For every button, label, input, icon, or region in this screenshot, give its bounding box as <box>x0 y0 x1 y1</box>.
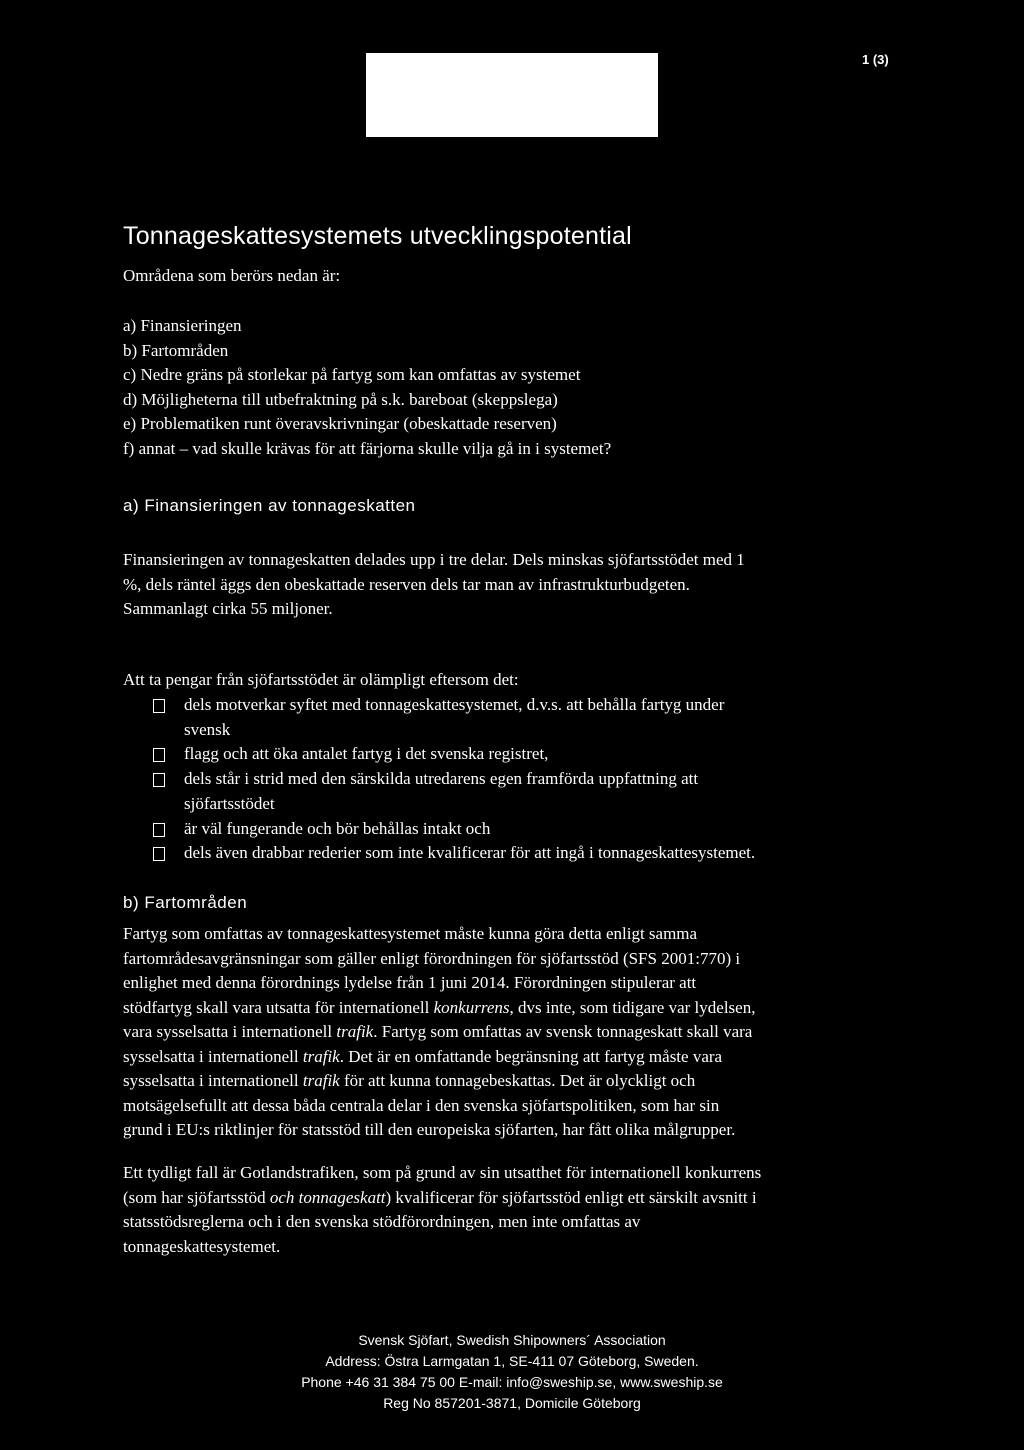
bullet-lead-in: Att ta pengar från sjöfartsstödet är olämpligt eftersom det: <box>123 670 519 689</box>
bullet-box-icon <box>153 823 165 837</box>
text-run: grund i EU:s riktlinjer för statsstöd till den europeiska sjöfarten, har fått olika målgrupper. <box>123 1120 736 1139</box>
financing-paragraph <box>123 548 903 622</box>
topic-item: d) Möjligheterna till utbefraktning på s.k. bareboat (skeppslega) <box>123 389 558 409</box>
gotland-paragraph <box>123 1161 903 1259</box>
text-run: Ett tydligt fall är Gotlandstrafiken, som på grund av sin utsatthet för internationell konkurrens <box>123 1163 762 1182</box>
paragraph-line <box>123 1161 903 1186</box>
bullet-line <box>123 817 903 842</box>
text-run: statsstödsreglerna och i den svenska stödförordningen, men inte omfattas av <box>123 1212 641 1231</box>
bullet-line <box>123 742 903 767</box>
bullet-box-icon <box>153 748 165 762</box>
italic-text: trafik <box>302 1046 340 1066</box>
topic-item: b) Fartområden <box>123 340 229 360</box>
text-run: , dvs inte, som tidigare var lydelsen, <box>509 997 756 1017</box>
trade-areas-paragraph <box>123 922 903 1143</box>
text-run: vara sysselsatta i internationell <box>123 1022 337 1041</box>
paragraph-line <box>123 1210 903 1235</box>
italic-text: trafik <box>336 1022 374 1041</box>
text-run: fartområdesavgränsningar som gäller enligt förordningen för sjöfartsstöd (SFS 2001:770) i <box>123 948 741 968</box>
text-run: (som har sjöfartsstöd <box>123 1187 270 1207</box>
paragraph-line <box>123 1186 903 1211</box>
page-number: 1 (3) <box>862 52 889 67</box>
logo-placeholder <box>366 53 658 137</box>
topic-item: a) Finansieringen <box>123 316 242 335</box>
paragraph-line <box>123 996 903 1021</box>
text-run: motsägelsefullt att dessa båda centrala delar i den svenska sjöfartspolitiken, som har sin <box>123 1095 720 1115</box>
section-heading-financing: a) Finansieringen av tonnageskatten <box>123 496 416 515</box>
bullet-text: flagg och att öka antalet fartyg i det svenska registret, <box>184 744 549 764</box>
footer-address: Address: Östra Larmgatan 1, SE-411 07 Göteborg, Sweden. <box>325 1353 699 1369</box>
topic-item: e) Problematiken runt överavskrivningar (obeskattade reserven) <box>123 414 557 433</box>
footer <box>0 1330 1024 1414</box>
paragraph-line <box>123 971 903 996</box>
text-run: tonnageskattesystemet. <box>123 1236 281 1256</box>
intro-text: Områdena som berörs nedan är: <box>123 266 341 285</box>
paragraph-line <box>123 1045 903 1070</box>
italic-text: trafik <box>302 1071 340 1090</box>
text-run: . Fartyg som omfattas av svensk tonnageskatt skall vara <box>373 1022 753 1041</box>
text-run: sysselsatta i internationell <box>123 1046 303 1066</box>
paragraph-line <box>123 922 903 947</box>
bullet-text: dels även drabbar rederier som inte kvalificerar för att ingå i tonnageskattesystemet. <box>184 843 756 863</box>
paragraph-line <box>123 1094 903 1119</box>
footer-organization: Svensk Sjöfart, Swedish Shipowners´ Association <box>358 1332 666 1348</box>
bullet-box-icon <box>153 847 165 861</box>
paragraph-line <box>123 1020 903 1045</box>
footer-contact: Phone +46 31 384 75 00 E-mail: info@sweship.se, www.sweship.se <box>301 1374 723 1390</box>
text-run: stödfartyg skall vara utsatta för internationell <box>123 997 434 1017</box>
paragraph-line <box>123 947 903 972</box>
bullet-line <box>123 718 903 743</box>
italic-text: konkurrens <box>433 997 510 1017</box>
paragraph-line: %, dels räntel äggs den obeskattade reserven dels tar man av infrastrukturbudgeten. <box>123 574 690 594</box>
paragraph-line: Sammanlagt cirka 55 miljoner. <box>123 599 333 618</box>
paragraph-line <box>123 1235 903 1260</box>
bullet-text: dels motverkar syftet med tonnageskattesystemet, d.v.s. att behålla fartyg under <box>184 695 725 714</box>
bullet-text: är väl fungerande och bör behållas intakt och <box>184 818 491 838</box>
bullet-line <box>123 841 903 866</box>
bullet-box-icon <box>153 699 165 713</box>
text-run: enlighet med denna förordnings lydelse från 1 juni 2014. Förordningen stipulerar att <box>123 973 697 992</box>
bullet-text: dels står i strid med den särskilda utredarens egen framförda uppfattning att <box>184 769 699 789</box>
bullet-line <box>123 693 903 718</box>
bullet-text: svensk <box>184 719 231 739</box>
document-title: Tonnageskattesystemets utvecklingspotential <box>123 222 632 250</box>
topic-item: f) annat – vad skulle krävas för att färjorna skulle vilja gå in i systemet? <box>123 438 612 458</box>
bullet-list <box>123 693 903 866</box>
bullet-box-icon <box>153 773 165 787</box>
text-run: Fartyg som omfattas av tonnageskattesystemet måste kunna göra detta enligt samma <box>123 924 698 943</box>
text-run: för att kunna tonnagebeskattas. Det är olyckligt och <box>339 1071 696 1090</box>
footer-registration: Reg No 857201-3871, Domicile Göteborg <box>383 1395 641 1411</box>
text-run: sysselsatta i internationell <box>123 1071 303 1090</box>
topic-list <box>123 314 903 461</box>
paragraph-line <box>123 1118 903 1143</box>
topic-item: c) Nedre gräns på storlekar på fartyg som kan omfattas av systemet <box>123 365 581 384</box>
italic-text: och tonnageskatt <box>269 1187 386 1207</box>
text-run: . Det är en omfattande begränsning att fartyg måste vara <box>339 1046 723 1066</box>
bullet-line <box>123 792 903 817</box>
section-heading-trade-areas: b) Fartområden <box>123 893 248 912</box>
bullet-text: sjöfartsstödet <box>184 793 275 813</box>
text-run: ) kvalificerar för sjöfartsstöd enligt ett särskilt avsnitt i <box>385 1187 757 1207</box>
paragraph-line: Finansieringen av tonnageskatten delades upp i tre delar. Dels minskas sjöfartsstödet med 1 <box>123 550 745 569</box>
paragraph-line <box>123 1069 903 1094</box>
bullet-line <box>123 767 903 792</box>
